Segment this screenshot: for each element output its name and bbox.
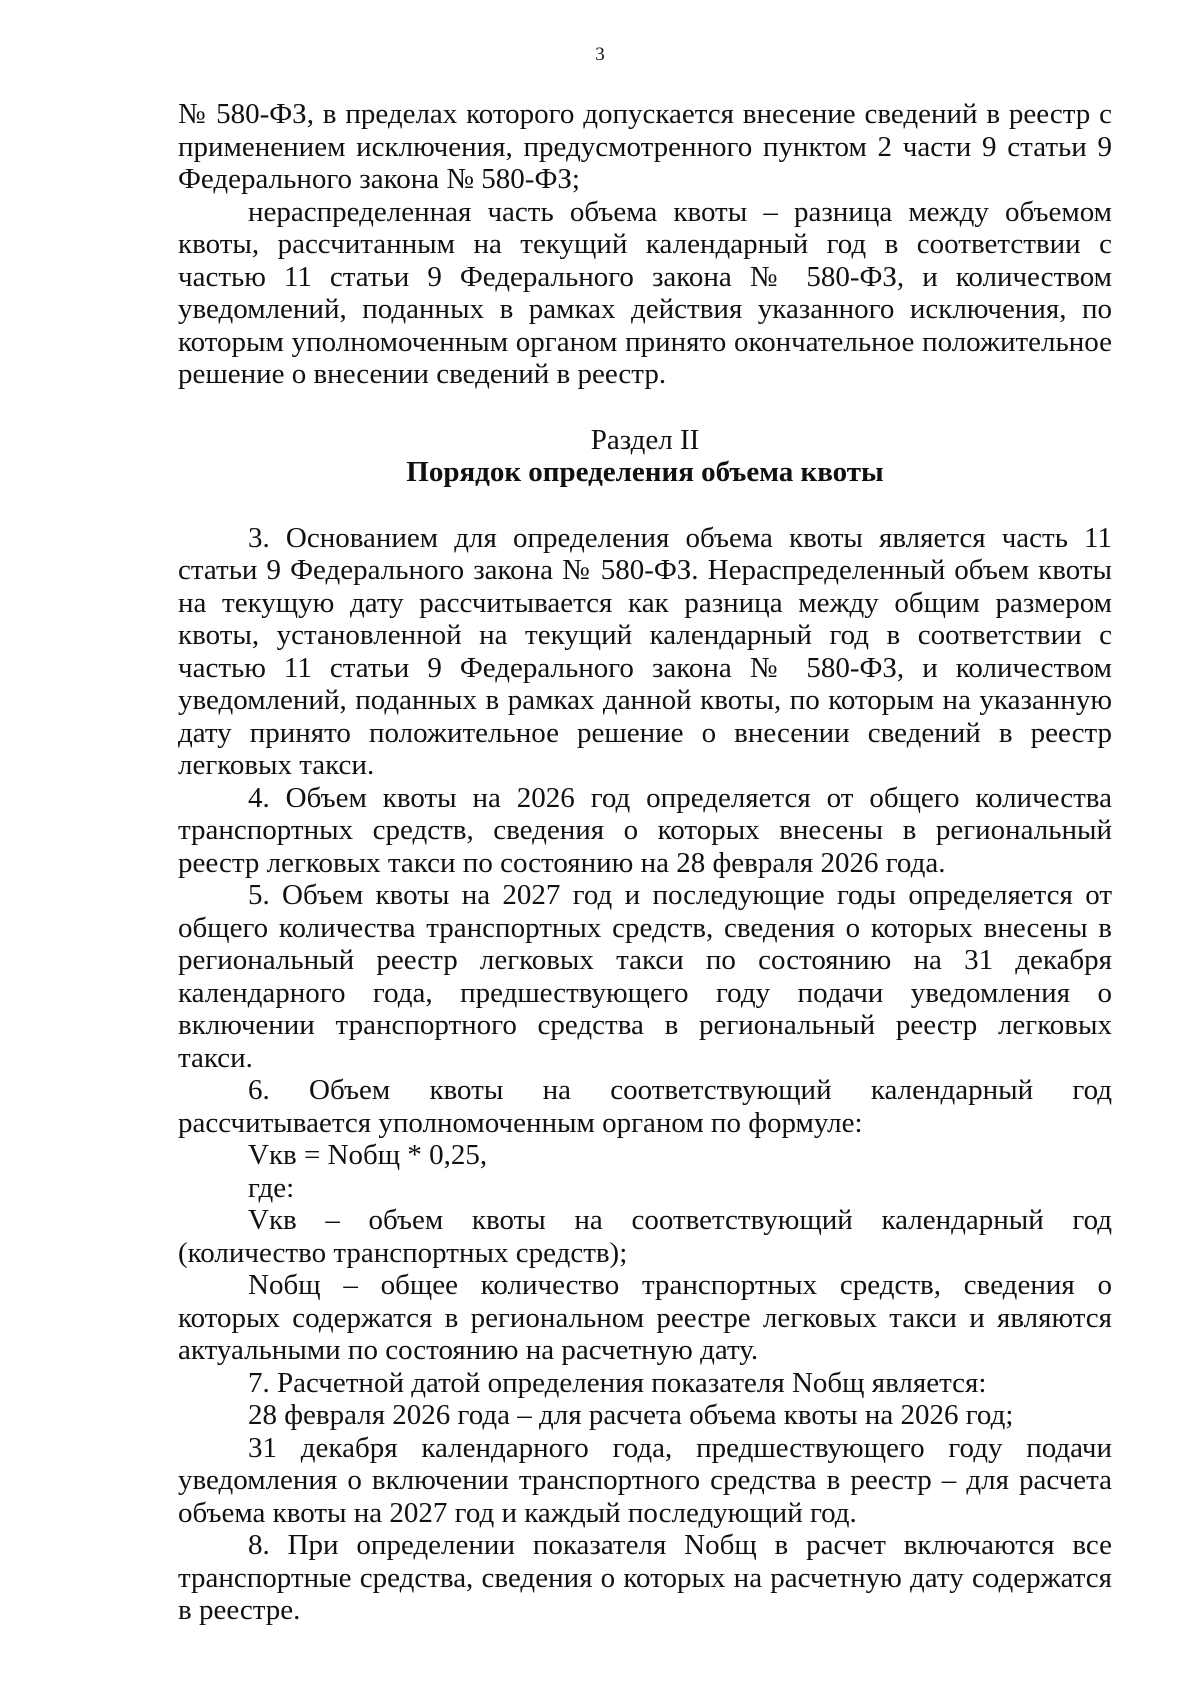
- document-body: [178, 98, 1112, 1627]
- paragraph-intro-2: нераспределенная часть объема квоты – разница между объемом квоты, рассчитанным на текущий календарный год в соответствии с частью 11 статьи 9 Федерального закона № 580-ФЗ, и количеством уведомлений, поданных в рамках действия указанного исключения, по которым уполномоченным органом принято окончательное положительное решение о внесении сведений в реестр.: [178, 195, 1112, 390]
- section-title: Порядок определения объема квоты: [406, 456, 884, 488]
- formula: Vкв = Nобщ * 0,25,: [248, 1139, 488, 1171]
- item-7-date-2027: 31 декабря календарного года, предшествующего году подачи уведомления о включении транспортного средства в реестр – для расчета объема квоты на 2027 год и каждый последующий год.: [178, 1431, 1112, 1529]
- formula-where: где:: [248, 1171, 295, 1204]
- item-7: 7. Расчетной датой определения показателя Nобщ является:: [248, 1366, 987, 1399]
- page-number: 3: [595, 44, 605, 65]
- item-7-date-2026: 28 февраля 2026 года – для расчета объема квоты на 2026 год;: [248, 1399, 1014, 1431]
- definition-vkv: Vкв – объем квоты на соответствующий календарный год (количество транспортных средств);: [178, 1204, 1112, 1269]
- item-3: 3. Основанием для определения объема квоты является часть 11 статьи 9 Федерального закона № 580-ФЗ. Нераспределенный объем квоты на текущую дату рассчитывается как разница между общим размером квоты, установленной на текущий календарный год в соответствии с частью 11 статьи 9 Федерального закона № 580-ФЗ, и количеством уведомлений, поданных в рамках данной квоты, по которым на указанную дату принято положительное решение о внесении сведений в реестр легковых такси.: [178, 521, 1112, 781]
- item-6: 6. Объем квоты на соответствующий календарный год рассчитывается уполномоченным органом по формуле:: [178, 1074, 1112, 1139]
- item-8: 8. При определении показателя Nобщ в расчет включаются все транспортные средства, сведения о которых на расчетную дату содержатся в реестре.: [178, 1529, 1112, 1626]
- item-5: 5. Объем квоты на 2027 год и последующие годы определяется от общего количества транспортных средств, сведения о которых внесены в региональный реестр легковых такси по состоянию на 31 декабря календарного года, предшествующего году подачи уведомления о включении транспортного средства в региональный реестр легковых такси.: [178, 879, 1112, 1074]
- paragraph-intro-1: № 580-ФЗ, в пределах которого допускается внесение сведений в реестр с применением исключения, предусмотренного пунктом 2 части 9 статьи 9 Федерального закона № 580-ФЗ;: [178, 98, 1112, 195]
- section-number: Раздел II: [590, 423, 700, 456]
- item-4: 4. Объем квоты на 2026 год определяется от общего количества транспортных средств, сведения о которых внесены в региональный реестр легковых такси по состоянию на 28 февраля 2026 года.: [178, 781, 1112, 879]
- definition-nobsh: Nобщ – общее количество транспортных средств, сведения о которых содержатся в региональном реестре легковых такси и являются актуальными по состоянию на расчетную дату.: [178, 1269, 1112, 1366]
